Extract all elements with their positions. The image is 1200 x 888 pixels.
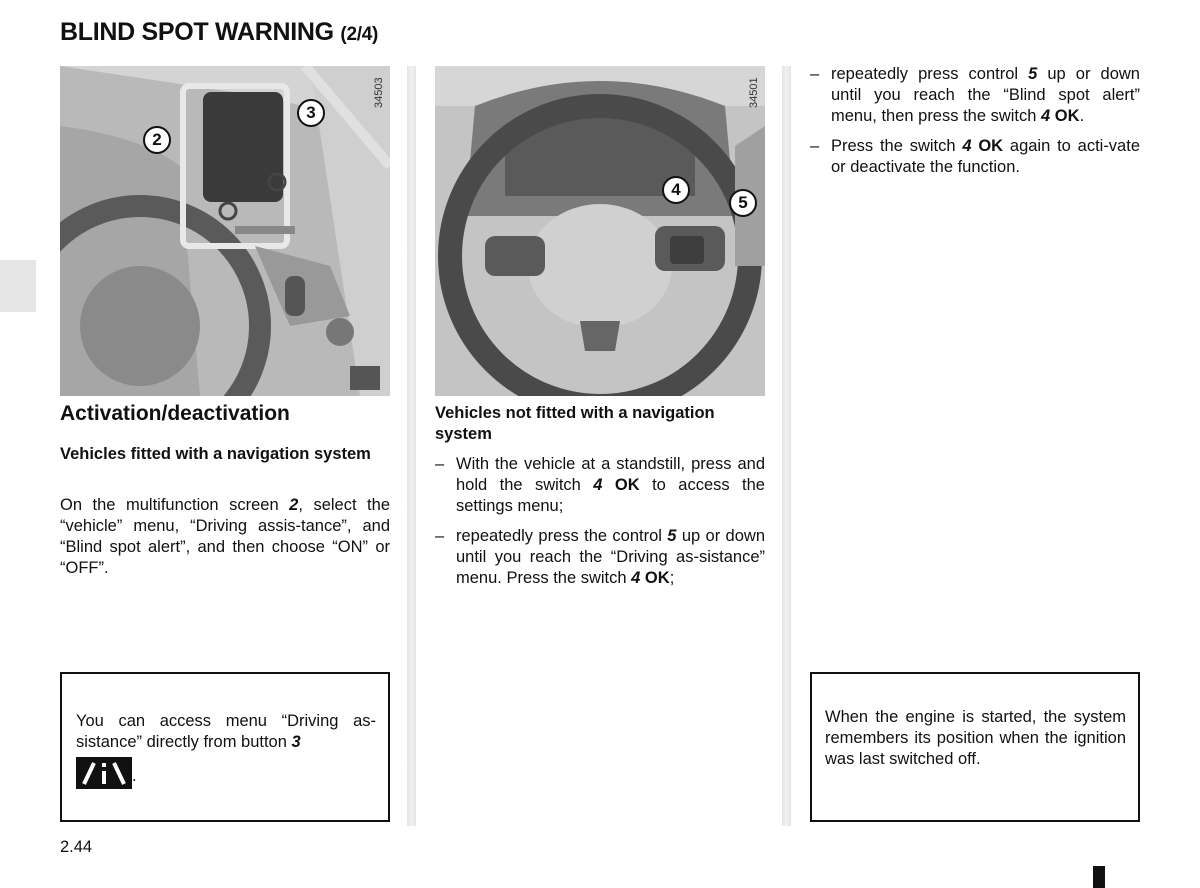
ok-label: OK — [971, 137, 1004, 155]
dashboard-screen-photo — [60, 66, 390, 396]
column-divider-right — [782, 66, 791, 826]
callout-5: 5 — [729, 189, 757, 217]
ref-number: 3 — [291, 733, 301, 751]
subheading-with-navigation: Vehicles fitted with a navigation system — [60, 445, 371, 463]
ok-label: OK — [640, 569, 670, 587]
page-title — [60, 18, 378, 47]
ref-number: 5 — [1028, 65, 1038, 83]
callout-3: 3 — [297, 99, 325, 127]
figure-number: 34503 — [373, 77, 385, 108]
note-text-run: . — [132, 767, 137, 785]
note-text — [76, 711, 376, 789]
ref-number: 4 — [1041, 107, 1051, 125]
figure-number: 34501 — [748, 77, 760, 108]
list-item — [435, 526, 765, 589]
dash-marker: – — [810, 65, 820, 83]
dash-marker: – — [435, 527, 445, 545]
text-run: . — [1079, 107, 1085, 125]
note-text: When the engine is started, the system remembers its position when the ignition was last switched off. — [825, 708, 1126, 768]
steps-list-continued — [810, 64, 1140, 187]
page-number: 2.44 — [60, 838, 93, 856]
text-run: Press the switch — [831, 137, 963, 155]
page-title-text: BLIND SPOT WARNING — [60, 18, 334, 46]
text-run: up or down until you reach the “Blind spot alert” menu, then press the switch — [831, 65, 1140, 125]
paragraph-multifunction-screen — [60, 495, 390, 579]
text-run: ; — [669, 569, 675, 587]
text-run: to access the settings menu; — [456, 476, 765, 515]
note-box-engine-start — [810, 672, 1140, 822]
ref-number: 4 — [631, 569, 641, 587]
ref-number: 5 — [667, 527, 677, 545]
text-run: repeatedly press control — [831, 65, 1029, 83]
callout-4: 4 — [662, 176, 690, 204]
section-heading: Activation/deactivation — [60, 402, 290, 425]
text-run: , select the “vehicle” menu, “Driving assis-tance”, and “Blind spot alert”, and then choose “ON” or “OFF”. — [60, 496, 390, 577]
subheading-without-navigation: Vehicles not fitted with a navigation system — [435, 404, 715, 443]
text-run: again to acti-vate or deactivate the function. — [831, 137, 1140, 176]
text-run: On the multifunction screen — [60, 496, 290, 514]
ok-label: OK — [1050, 107, 1080, 125]
dash-marker: – — [810, 137, 820, 155]
list-item — [810, 64, 1140, 127]
page-corner-mark — [1093, 866, 1105, 888]
list-item — [810, 136, 1140, 178]
text-run: up or down until you reach the “Driving as-sistance” menu. Press the switch — [456, 527, 765, 587]
ref-number: 2 — [289, 496, 299, 514]
text-run: With the vehicle at a standstill, press and hold the switch — [456, 455, 765, 494]
driving-assistance-icon — [76, 757, 132, 789]
text-run: repeatedly press the control — [456, 527, 668, 545]
note-box-driving-assistance — [60, 672, 390, 822]
steps-list-without-navigation — [435, 454, 765, 598]
ref-number: 4 — [962, 137, 972, 155]
list-item — [435, 454, 765, 517]
dash-marker: – — [435, 455, 445, 473]
note-text-run: You can access menu “Driving as-sistance” directly from button — [76, 712, 376, 751]
ok-label: OK — [602, 476, 640, 494]
column-divider-left — [407, 66, 416, 826]
callout-2: 2 — [143, 126, 171, 154]
chapter-tab — [0, 260, 36, 312]
page-title-suffix: (2/4) — [340, 24, 378, 45]
ref-number: 4 — [593, 476, 603, 494]
steering-wheel-photo — [435, 66, 765, 396]
